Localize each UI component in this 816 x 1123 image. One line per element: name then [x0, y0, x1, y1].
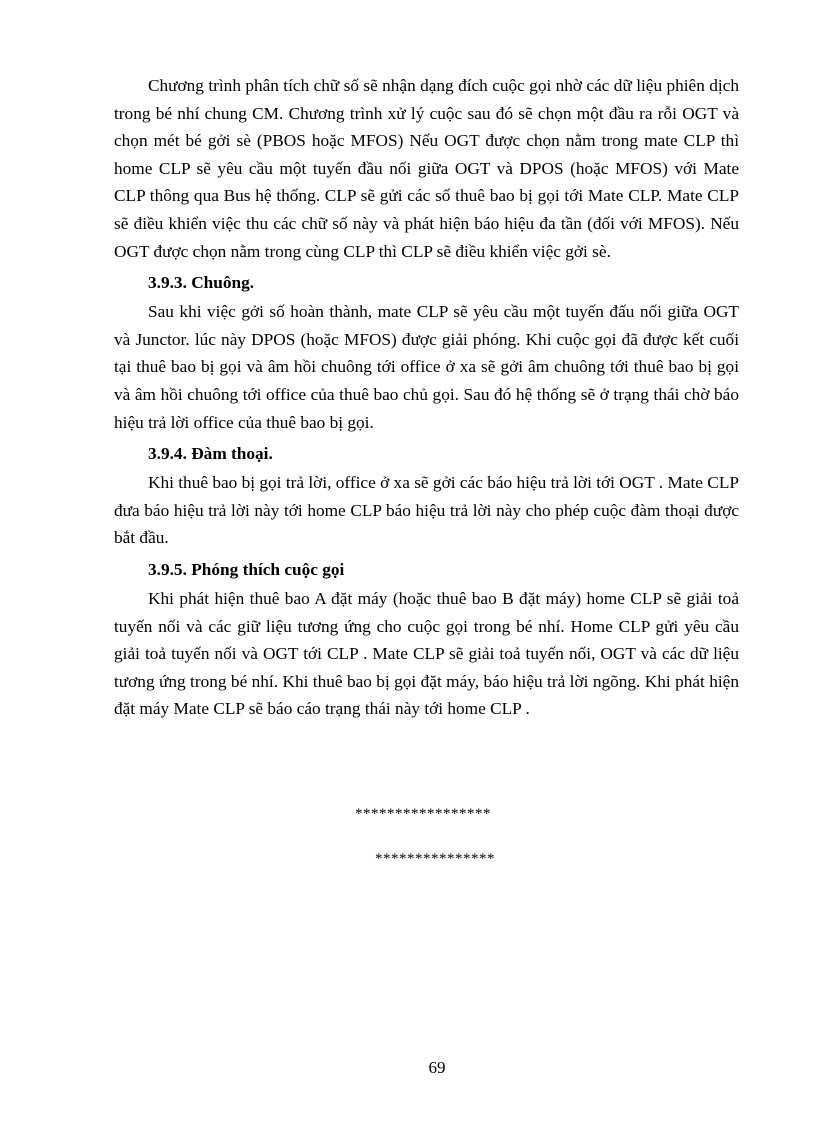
paragraph-intro: Chương trình phân tích chữ số sẽ nhận dạng đích cuộc gọi nhờ các dữ liệu phiên dịch trong bé nhí chung CM. Chương trình xử lý cuộc sau đó sẽ chọn một đầu ra rỗi OGT và chọn mét bé gởi sè (PBOS hoặc MFOS) Nếu OGT được chọn nằm trong mate CLP thì home CLP sẽ yêu cầu một tuyến đầu nối giữa OGT và DPOS (hoặc MFOS) với Mate CLP thông qua Bus hệ thống. CLP sẽ gửi các số thuê bao bị gọi tới Mate CLP. Mate CLP sẽ điều khiển việc thu các chữ số này và phát hiện báo hiệu đa tần (đối với MFOS). Nếu OGT được chọn nằm trong cùng CLP thì CLP sẽ điều khiển việc gởi sè. [114, 76, 739, 261]
paragraph-release: Khi phát hiện thuê bao A đặt máy (hoặc thuê bao B đặt máy) home CLP sẽ giải toả tuyến nối và các giữ liệu tương ứng cho cuộc gọi trong bé nhí. Home CLP gửi yêu cầu giải toả tuyến nối và OGT tới CLP . Mate CLP sẽ giải toả tuyến nối, OGT và các dữ liệu tương ứng trong bé nhí. Khi thuê bao bị gọi đặt máy, báo hiệu trả lời ngõng. Khi phát hiện đặt máy Mate CLP sẽ báo cáo trạng thái này tới home CLP . [114, 588, 739, 719]
separator-stars-1: ***************** [355, 806, 491, 822]
heading-conversation: 3.9.4. Đàm thoại. [148, 444, 273, 464]
document-body [114, 72, 739, 723]
separator-stars-2: *************** [375, 851, 495, 867]
page-number: 69 [428, 1058, 446, 1077]
paragraph-ringing: Sau khi việc gởi số hoàn thành, mate CLP sẽ yêu cầu một tuyến đấu nối giữa OGT và Junctor. lúc này DPOS (hoặc MFOS) được giải phóng. Khi cuộc gọi đã được kết cuối tại thuê bao bị gọi và âm hồi chuông tới office ở xa sẽ gởi âm chuông tới thuê bao bị gọi và âm hồi chuông tới office của thuê bao chủ gọi. Sau đó hệ thống sẽ ở trạng thái chờ báo hiệu trả lời office của thuê bao bị gọi. [114, 302, 739, 432]
paragraph-conversation: Khi thuê bao bị gọi trả lời, office ở xa sẽ gởi các báo hiệu trả lời tới OGT . Mate CLP đưa báo hiệu trả lời này tới home CLP báo hiệu trả lời này cho phép cuộc đàm thoại được bắt đầu. [114, 473, 739, 548]
heading-release: 3.9.5. Phóng thích cuộc gọi [148, 559, 345, 579]
heading-ringing: 3.9.3. Chuông. [148, 273, 255, 293]
